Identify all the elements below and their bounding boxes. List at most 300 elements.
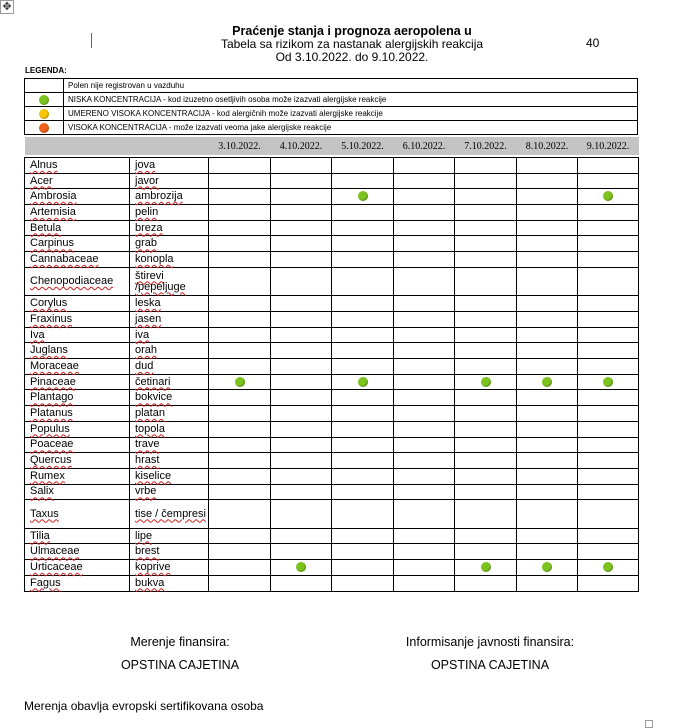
local-name-cell [130,437,209,453]
table-row [25,267,639,296]
local-name: javor [135,174,159,187]
day-cell [332,575,394,591]
local-name: koprive [135,560,171,573]
day-cell [578,528,639,544]
local-name: platan [135,406,165,419]
table-row [25,343,639,359]
latin-name: Iva [30,328,45,341]
latin-name-cell [25,267,130,296]
latin-name: Populus [30,422,70,435]
day-cell [394,484,455,500]
local-name: breza [135,221,163,234]
legend-row [25,121,638,135]
day-cell [271,560,332,576]
local-name: dud [135,359,154,372]
table-row [25,220,639,236]
legend-row [25,79,638,93]
latin-name-cell [25,453,130,469]
table-row [25,406,639,422]
day-cell [394,528,455,544]
legend-table [24,78,638,135]
local-name-cell [130,453,209,469]
date-header: 8.10.2022. [517,137,578,155]
latin-name-cell [25,390,130,406]
day-cell [517,468,578,484]
day-cell [455,374,517,390]
page-number: 40 [586,36,600,50]
day-cell [517,406,578,422]
day-cell [517,453,578,469]
day-cell [578,359,639,375]
local-name: konopla [135,252,174,265]
day-cell [578,575,639,591]
concentration-dot-icon [358,377,368,387]
day-cell [394,390,455,406]
day-cell [394,453,455,469]
day-cell [271,252,332,268]
header-blank-cell [25,137,130,155]
day-cell [394,205,455,221]
latin-name: Pinaceae [30,375,76,388]
latin-name: Ambrosia [30,190,77,203]
local-name: kiselice [135,469,172,482]
local-name-cell [130,374,209,390]
day-cell [271,236,332,252]
local-name: vrbe [135,485,157,498]
table-row [25,158,639,174]
table-row [25,500,639,529]
day-cell [394,406,455,422]
day-cell [332,437,394,453]
day-cell [455,528,517,544]
day-cell [271,173,332,189]
day-cell [578,267,639,296]
day-cell [332,236,394,252]
day-cell [209,544,271,560]
day-cell [394,267,455,296]
local-name-cell [130,421,209,437]
day-cell [209,560,271,576]
table-row [25,252,639,268]
legend-text: Polen nije registrovan u vazduhu [64,79,638,93]
latin-name-cell [25,560,130,576]
local-name-cell [130,468,209,484]
day-cell [394,236,455,252]
local-name-cell [130,359,209,375]
legend-text: VISOKA KONCENTRACIJA - može izazvati veoma jake alergijske reakcije [64,121,638,135]
date-header-row [25,137,639,155]
table-row [25,327,639,343]
date-header: 9.10.2022. [578,137,639,155]
day-cell [209,343,271,359]
latin-name-cell [25,173,130,189]
day-cell [394,327,455,343]
day-cell [209,468,271,484]
local-name: pelin [135,205,159,218]
day-cell [578,437,639,453]
latin-name: Moraceae [30,359,79,372]
day-cell [578,252,639,268]
table-move-handle-icon[interactable]: ✥ [0,0,14,14]
concentration-dot-icon [603,191,613,201]
day-cell [578,296,639,312]
day-cell [332,343,394,359]
table-row [25,484,639,500]
day-cell [271,406,332,422]
date-range: Od 3.10.2022. do 9.10.2022. [275,50,429,64]
day-cell [394,468,455,484]
latin-name: Alnus [30,158,58,171]
funding-information-label: Informisanje javnosti finansira: [405,635,575,649]
day-cell [394,560,455,576]
day-cell [578,158,639,174]
latin-name: Plantago [30,391,74,404]
day-cell [332,560,394,576]
day-cell [517,205,578,221]
local-name: lipe [135,529,153,542]
day-cell [209,189,271,205]
table-row [25,437,639,453]
legend-dot-icon [39,95,49,105]
day-cell [455,437,517,453]
date-header: 5.10.2022. [332,137,394,155]
day-cell [332,158,394,174]
day-cell [578,560,639,576]
concentration-dot-icon [542,562,552,572]
local-name: bokvice [135,391,173,404]
day-cell [455,406,517,422]
day-cell [394,374,455,390]
local-name-cell [130,343,209,359]
latin-name-cell [25,528,130,544]
day-cell [332,327,394,343]
day-cell [209,484,271,500]
day-cell [332,544,394,560]
day-cell [209,390,271,406]
legend-text: NISKA KONCENTRACIJA - kod izuzetno osetljivih osoba može izazvati alergijske reakcije [64,93,638,107]
latin-name: Tilia [30,529,50,542]
latin-name-cell [25,421,130,437]
day-cell [517,421,578,437]
local-name-cell [130,220,209,236]
day-cell [209,575,271,591]
day-cell [517,390,578,406]
latin-name: Artemisia [30,205,76,218]
local-name-cell [130,544,209,560]
concentration-dot-icon [603,562,613,572]
day-cell [271,453,332,469]
legend-swatch-cell [25,121,64,135]
day-cell [271,437,332,453]
day-cell [517,437,578,453]
day-cell [209,173,271,189]
concentration-dot-icon [296,562,306,572]
funding-information-value: OPSTINA CAJETINA [430,658,550,672]
legend-row [25,107,638,121]
day-cell [455,359,517,375]
day-cell [271,205,332,221]
day-cell [455,189,517,205]
local-name-cell [130,327,209,343]
day-cell [517,484,578,500]
latin-name: Fraxinus [30,312,73,325]
legend-swatch-cell [25,107,64,121]
day-cell [271,468,332,484]
day-cell [578,453,639,469]
date-header: 6.10.2022. [394,137,455,155]
text-cursor [91,33,92,48]
funding-measurement-label: Merenje finansira: [130,635,230,649]
day-cell [394,421,455,437]
day-cell [455,544,517,560]
day-cell [209,158,271,174]
day-cell [517,267,578,296]
table-row [25,173,639,189]
table-row [25,236,639,252]
day-cell [271,158,332,174]
day-cell [332,390,394,406]
local-name: jova [135,158,156,171]
table-row [25,374,639,390]
day-cell [455,421,517,437]
day-cell [332,220,394,236]
day-cell [578,343,639,359]
day-cell [517,575,578,591]
day-cell [271,267,332,296]
table-row [25,296,639,312]
day-cell [271,544,332,560]
local-name: hrast [135,454,160,467]
table-row [25,390,639,406]
local-name-cell [130,406,209,422]
local-name: jasen [135,312,162,325]
local-name-cell [130,158,209,174]
latin-name: Taxus [30,507,59,520]
concentration-dot-icon [481,377,491,387]
day-cell [332,312,394,328]
day-cell [209,528,271,544]
day-cell [209,374,271,390]
local-name: orah [135,344,158,357]
day-cell [455,500,517,529]
day-cell [271,343,332,359]
latin-name-cell [25,575,130,591]
local-name-cell [130,500,209,529]
funding-measurement-value: OPSTINA CAJETINA [120,658,240,672]
day-cell [455,453,517,469]
table-row [25,421,639,437]
local-name: bukva [135,576,165,589]
latin-name-cell [25,312,130,328]
day-cell [455,468,517,484]
latin-name-cell [25,406,130,422]
day-cell [271,296,332,312]
latin-name: Cannabaceae [30,252,99,265]
table-row [25,575,639,591]
table-row [25,528,639,544]
local-name: brest [135,545,160,558]
day-cell [578,468,639,484]
concentration-dot-icon [235,377,245,387]
day-cell [332,296,394,312]
day-cell [209,220,271,236]
day-cell [517,528,578,544]
funding-information [380,631,600,677]
local-name: četinari [135,375,171,388]
latin-name: Platanus [30,406,73,419]
local-name: štirevi /pepeljuge [135,269,186,293]
day-cell [209,421,271,437]
page-corner-marker [645,720,653,728]
day-cell [332,528,394,544]
day-cell [209,252,271,268]
latin-name-cell [25,236,130,252]
day-cell [209,359,271,375]
latin-name-cell [25,359,130,375]
document-header [200,25,504,64]
local-name-cell [130,528,209,544]
latin-name-cell [25,189,130,205]
day-cell [517,252,578,268]
table-row [25,453,639,469]
day-cell [271,528,332,544]
day-cell [394,437,455,453]
latin-name-cell [25,374,130,390]
day-cell [394,189,455,205]
day-cell [332,484,394,500]
day-cell [517,374,578,390]
table-row [25,312,639,328]
pollen-table [24,137,639,592]
day-cell [209,327,271,343]
latin-name-cell [25,500,130,529]
day-cell [209,236,271,252]
day-cell [455,205,517,221]
day-cell [271,220,332,236]
day-cell [578,544,639,560]
legend-row [25,93,638,107]
page-subtitle: Tabela sa rizikom za nastanak alergijskih reakcija [220,37,484,51]
day-cell [578,236,639,252]
day-cell [578,421,639,437]
day-cell [271,374,332,390]
day-cell [455,575,517,591]
day-cell [455,560,517,576]
day-cell [578,205,639,221]
day-cell [271,390,332,406]
day-cell [271,575,332,591]
day-cell [332,406,394,422]
legend-dot-icon [39,123,49,133]
latin-name-cell [25,343,130,359]
day-cell [517,220,578,236]
page-title: Praćenje stanja i prognoza aeropolena u [232,24,472,38]
concentration-dot-icon [358,191,368,201]
local-name-cell [130,296,209,312]
local-name-cell [130,173,209,189]
latin-name: Urticaceae [30,560,83,573]
latin-name: Betula [30,221,62,234]
day-cell [455,484,517,500]
day-cell [455,236,517,252]
local-name: iva [135,328,150,341]
header-blank-cell [130,137,209,155]
day-cell [271,484,332,500]
day-cell [517,500,578,529]
day-cell [332,189,394,205]
day-cell [455,220,517,236]
local-name-cell [130,575,209,591]
day-cell [578,390,639,406]
latin-name-cell [25,205,130,221]
day-cell [455,252,517,268]
legend-dot-icon [39,109,49,119]
day-cell [209,406,271,422]
day-cell [209,437,271,453]
legend-text: UMERENO VISOKA KONCENTRACIJA - kod alergičnih može izazvati alergijske reakcije [64,107,638,121]
local-name-cell [130,189,209,205]
local-name-cell [130,484,209,500]
day-cell [455,390,517,406]
day-cell [332,374,394,390]
date-header: 3.10.2022. [209,137,271,155]
table-row [25,189,639,205]
concentration-dot-icon [603,377,613,387]
day-cell [332,468,394,484]
table-row [25,205,639,221]
day-cell [394,544,455,560]
day-cell [332,267,394,296]
day-cell [517,173,578,189]
day-cell [209,267,271,296]
day-cell [271,189,332,205]
funding-measurement [100,631,260,677]
day-cell [332,252,394,268]
latin-name-cell [25,544,130,560]
day-cell [578,406,639,422]
day-cell [455,267,517,296]
latin-name-cell [25,220,130,236]
concentration-dot-icon [542,377,552,387]
latin-name: Carpinus [30,237,75,250]
latin-name: Rumex [30,469,65,482]
day-cell [332,173,394,189]
latin-name: Fagus [30,576,61,589]
day-cell [455,343,517,359]
day-cell [394,500,455,529]
local-name: leska [135,297,161,310]
day-cell [517,544,578,560]
local-name: trave [135,438,160,451]
local-name-cell [130,560,209,576]
latin-name-cell [25,296,130,312]
legend-swatch-cell [25,93,64,107]
day-cell [517,327,578,343]
day-cell [271,500,332,529]
local-name: topola [135,422,165,435]
day-cell [271,421,332,437]
day-cell [394,220,455,236]
latin-name: Acer [30,174,53,187]
latin-name: Chenopodiaceae [30,275,114,288]
latin-name-cell [25,437,130,453]
latin-name-cell [25,484,130,500]
day-cell [394,312,455,328]
latin-name-cell [25,158,130,174]
latin-name: Quercus [30,454,72,467]
day-cell [332,500,394,529]
day-cell [578,220,639,236]
